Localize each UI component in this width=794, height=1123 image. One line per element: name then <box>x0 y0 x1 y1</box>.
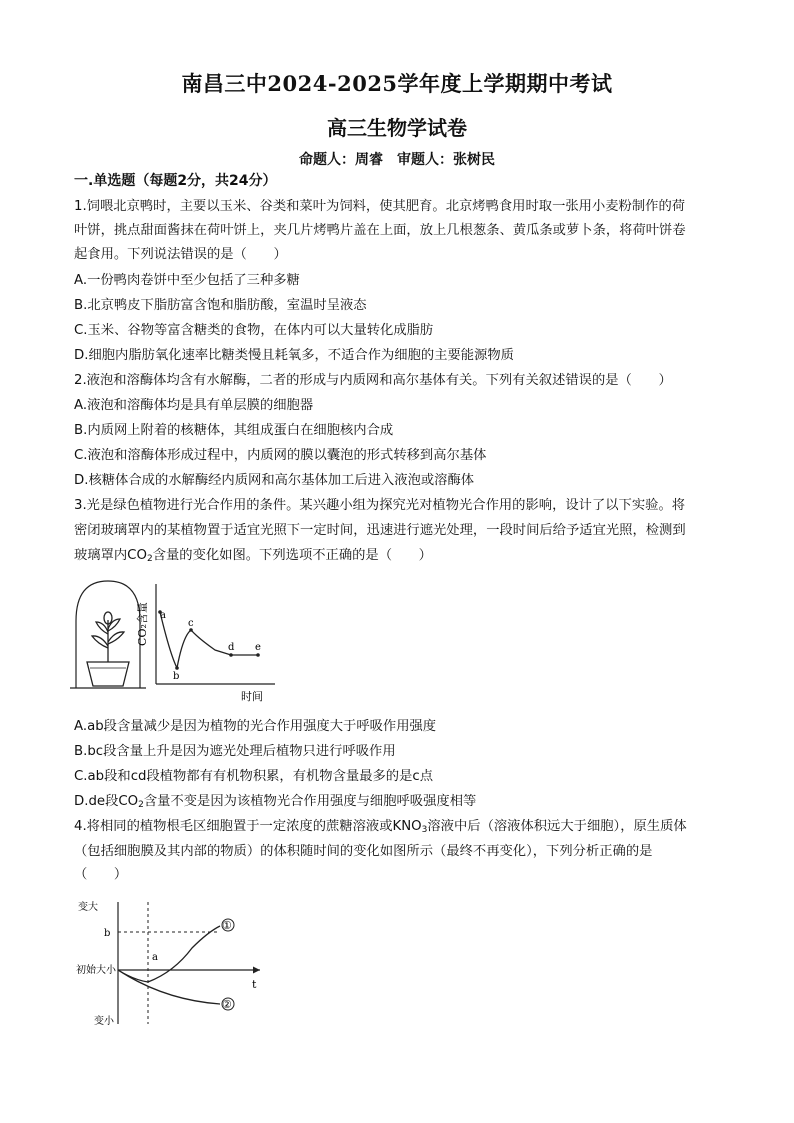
point-c-label: c <box>188 618 194 629</box>
label-smaller: 变小 <box>94 1016 114 1027</box>
point-d-marker <box>229 653 233 657</box>
exam-subtitle: 高三生物学试卷 <box>327 116 467 140</box>
q3-option-b: B.bc段含量上升是因为遮光处理后植物只进行呼吸作用 <box>74 744 396 759</box>
curve-2 <box>118 970 220 1004</box>
q2-option-d: D.核糖体合成的水解酶经内质网和高尔基体加工后进入液泡或溶酶体 <box>74 473 475 488</box>
label-a: a <box>152 952 158 963</box>
q2-stem: 2.液泡和溶酶体均含有水解酶，二者的形成与内质网和高尔基体有关。下列有关叙述错误的是（ ） <box>74 373 672 388</box>
q4-stem-line2: （包括细胞膜及其内部的物质）的体积随时间的变化如图所示（最终不再变化），下列分析正确的是 <box>74 844 653 859</box>
q2-option-a: A.液泡和溶酶体均是具有单层膜的细胞器 <box>74 398 314 413</box>
authors-line: 命题人：周睿 审题人：张树民 <box>299 152 495 168</box>
q1-option-b: B.北京鸭皮下脂肪富含饱和脂肪酸，室温时呈液态 <box>74 298 367 313</box>
label-t: t <box>252 978 257 991</box>
curve-1 <box>118 926 220 982</box>
point-a-label: a <box>160 610 166 621</box>
q4-stem-line3: （ ） <box>74 867 128 882</box>
q1-option-c: C.玉米、谷物等富含糖类的食物，在体内可以大量转化成脂肪 <box>74 323 434 338</box>
q3-option-c: C.ab段和cd段植物都有有机物积累，有机物含量最多的是c点 <box>74 769 433 784</box>
point-d-label: d <box>228 642 235 653</box>
curve-2-label: ② <box>222 998 232 1011</box>
q3-option-d: D.de段$CO_2$含量不变是因为该植物光合作用强度与细胞呼吸强度相等 <box>74 794 477 810</box>
plant-icon <box>92 612 124 662</box>
label-b: b <box>104 928 111 939</box>
curve-1-label: ① <box>222 919 232 932</box>
label-initial: 初始大小 <box>76 965 116 976</box>
y-axis-label: CO₂含量 <box>136 602 149 646</box>
section-heading: 一.单选题（每题2分，共24分） <box>74 173 277 189</box>
x-axis-label: 时间 <box>241 690 263 703</box>
q3-figure <box>70 576 300 706</box>
label-larger: 变大 <box>78 902 98 913</box>
q1-stem-line1: 1.饲喂北京鸭时，主要以玉米、谷类和菜叶为饲料，使其肥育。北京烤鸭食用时取一张用小麦粉制作的荷 <box>74 199 686 214</box>
exam-title: 南昌三中2024-2025学年度上学期期中考试 <box>181 71 613 96</box>
q3-stem-line1: 3.光是绿色植物进行光合作用的条件。某兴趣小组为探究光对植物光合作用的影响，设计了以下实验。将 <box>74 498 686 513</box>
point-b-marker <box>175 666 179 670</box>
point-e-label: e <box>255 642 261 653</box>
q2-option-c: C.液泡和溶酶体形成过程中，内质网的膜以囊泡的形式转移到高尔基体 <box>74 448 487 463</box>
q3-option-a: A.ab段含量减少是因为植物的光合作用强度大于呼吸作用强度 <box>74 719 437 734</box>
q1-stem-line3: 起食用。下列说法错误的是（ ） <box>74 247 287 262</box>
q1-stem-line2: 叶饼，挑点甜面酱抹在荷叶饼上，夹几片烤鸭片盖在上面，放上几根葱条、黄瓜条或萝卜条，将荷叶饼卷 <box>74 223 686 238</box>
q1-option-d: D.细胞内脂肪氧化速率比糖类慢且耗氧多，不适合作为细胞的主要能源物质 <box>74 348 514 363</box>
q4-figure <box>74 896 274 1031</box>
plant-pot-icon <box>87 662 129 686</box>
point-b-label: b <box>173 671 180 682</box>
q1-option-a: A.一份鸭肉卷饼中至少包括了三种多糖 <box>74 273 300 288</box>
point-e-marker <box>256 653 260 657</box>
co2-curve <box>160 612 258 668</box>
q3-stem-line3: 玻璃罩内$CO_2$含量的变化如图。下列选项不正确的是（ ） <box>74 548 432 564</box>
q3-stem-line2: 密闭玻璃罩内的某植物置于适宜光照下一定时间，迅速进行遮光处理，一段时间后给予适宜光照，检测到 <box>74 523 686 538</box>
q2-option-b: B.内质网上附着的核糖体，其组成蛋白在细胞核内合成 <box>74 423 394 438</box>
q4-stem-line1: 4.将相同的植物根毛区细胞置于一定浓度的蔗糖溶液或$KNO_3$溶液中后（溶液体积远大于细胞），原生质体 <box>74 819 687 835</box>
